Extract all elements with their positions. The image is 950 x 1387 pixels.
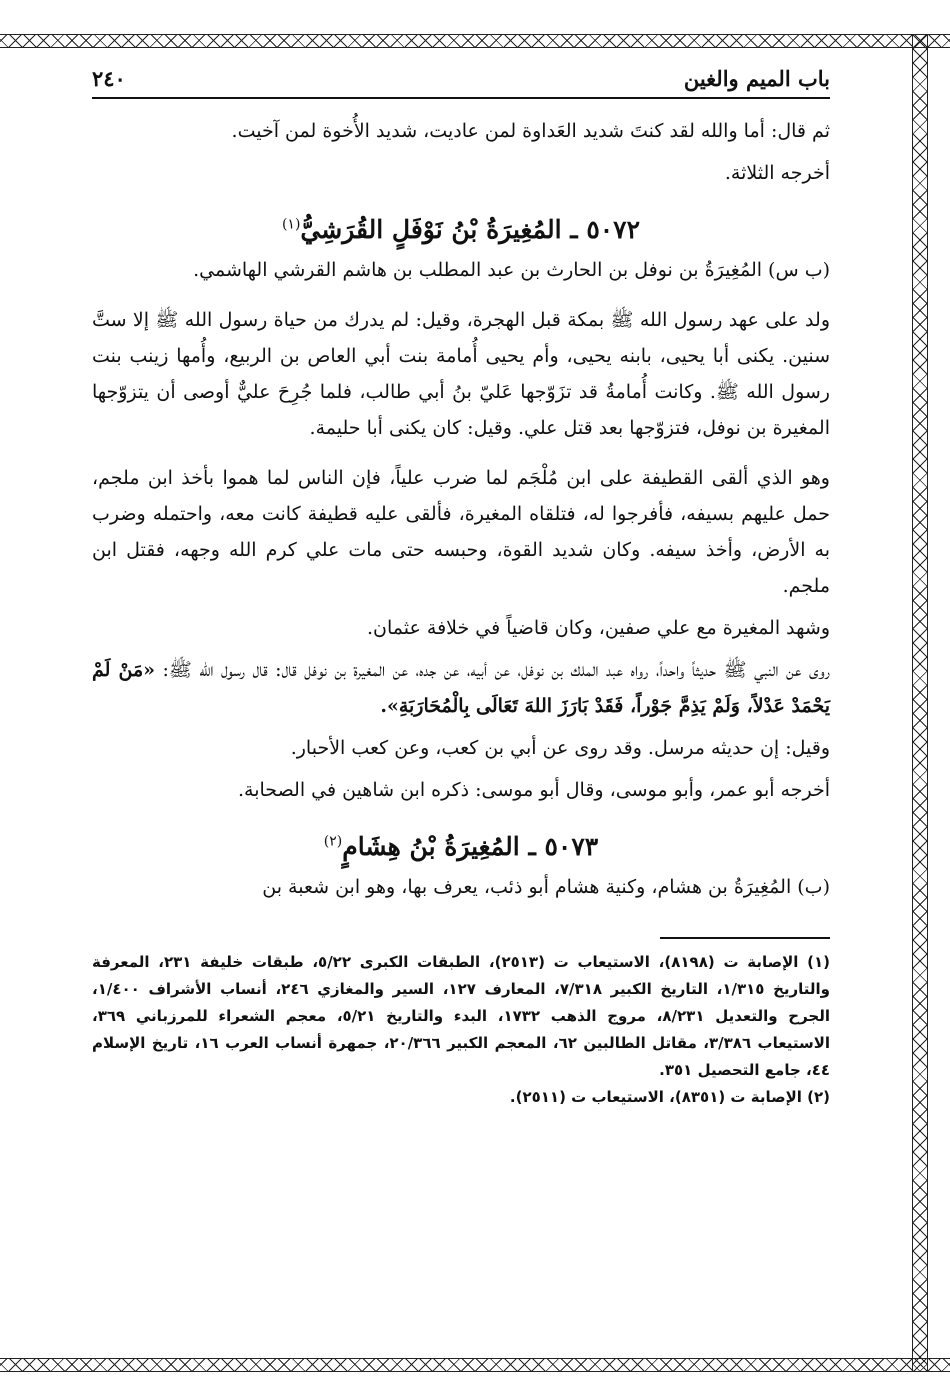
entry-heading-text: ٥٠٧٣ ـ المُغِيرَةُ بْنُ هِشَامٍ [342, 832, 599, 861]
paragraph: أخرجه أبو عمر، وأبو موسى، وقال أبو موسى: ذكره ابن شاهين في الصحابة. [238, 779, 830, 801]
chapter-title: باب الميم والغين [683, 66, 830, 91]
paragraph: ثم قال: أما والله لقد كنتَ شديد العَداوة لمن عاديت، شديد الأُخوة لمن آخيت. [231, 120, 830, 142]
running-header [92, 66, 830, 99]
paragraph: وشهد المغيرة مع علي صفين، وكان قاضياً في خلافة عثمان. [367, 617, 830, 639]
paragraph-with-hadith [92, 652, 830, 724]
paragraph: ولد على عهد رسول الله ﷺ بمكة قبل الهجرة، وقيل: لم يدرك من حياة رسول الله ﷺ إلا ستَّ سنين. يكنى أبا يحيى، بابنه يحيى، وأم يحيى أُمامة بنت أبي العاص بن الربيع، وأُمها زينب بنت رسول الله ﷺ. وكانت أُمامةُ قد تزَوّجها عَليّ بنُ أبي طالب، فلما جُرِحَ عليٌّ أوصى أن يتزوّجها المغيرة بن نوفل، فتزوّجها بعد قتل علي. وقيل: كان يكنى أبا حليمة. [92, 309, 830, 439]
ornamental-border-top [0, 34, 950, 48]
ornamental-border-right [912, 34, 928, 1372]
footnote-ref[interactable]: (٢) [323, 833, 343, 850]
hadith-text: «مَنْ لَمْ يَحْمَدْ عَدْلاً، وَلَمْ يَذِمَّ جَوْراً، فَقَدْ بَارَزَ اللهَ تَعَالَى بِالْمُحَارَبَةِ». [92, 659, 830, 717]
hadith-intro: روى عن النبي ﷺ حديثاً واحداً، رواه عبد الملك بن نوفل، عن أبيه، عن جده، عن المغيرة بن نوفل قال: قال رسول الله ﷺ: [155, 659, 830, 681]
footnote-ref[interactable]: (١) [281, 216, 301, 233]
paragraph: وقيل: إن حديثه مرسل. وقد روى عن أبي بن كعب، وعن كعب الأحبار. [290, 737, 830, 759]
footnote: (٢) الإصابة ت (٨٣٥١)، الاستيعاب ت (٢٥١١). [509, 1088, 830, 1106]
page-number: ٢٤٠ [92, 66, 126, 91]
paragraph: أخرجه الثلاثة. [724, 162, 830, 184]
footnote: (١) الإصابة ت (٨١٩٨)، الاستيعاب ت (٢٥١٣)، الطبقات الكبرى ٥/٢٢، طبقات خليفة ٢٣١، المعرفة والتاريخ ١/٣١٥، التاريخ الكبير ٧/٣١٨، المعارف ١٢٧، السير والمغازي ٢٤٦، أنساب الأشراف ١/٤٠٠، الجرح والتعديل ٨/٢٣١، مروج الذهب ١٧٣٢، البدء والتاريخ ٥/٢١، معجم الشعراء للمرزباني ٣٦٩، الاستيعاب ٣/٣٨٦، مقاتل الطالبين ٦٢، المعجم الكبير ٢٠/٣٦٦، جمهرة أنساب العرب ١٦، تاريخ الإسلام ٤٤، جامع التحصيل ٣٥١. [92, 953, 831, 1079]
ornamental-border-bottom [0, 1358, 950, 1372]
paragraph: وهو الذي ألقى القطيفة على ابن مُلْجَم لما ضرب علياً، فإن الناس لما هموا بأخذ ابن ملجم، حمل عليهم بسيفه، فأفرجوا له، فتلقاه المغيرة، فألقى عليه قطيفة كانت معه، واحتمله وضرب به الأرض، وأخذ سيفه. وكان شديد القوة، وحبسه حتى مات علي كرم الله وجهه، فقتل ابن ملجم. [92, 467, 830, 597]
page-body [92, 66, 830, 1111]
paragraph: (ب) المُغِيرَةُ بن هشام، وكنية هشام أبو ذئب، يعرف بها، وهو ابن شعبة بن [262, 876, 830, 898]
entry-heading-5073 [92, 832, 830, 861]
entry-heading-5072 [92, 215, 830, 244]
footnote-divider [660, 937, 830, 939]
entry-heading-text: ٥٠٧٢ ـ المُغِيرَةُ بْنُ نَوْفَلٍ القُرَشِيُّ [300, 215, 641, 244]
paragraph: (ب س) المُغِيرَةُ بن نوفل بن الحارث بن عبد المطلب بن هاشم القرشي الهاشمي. [193, 259, 830, 281]
